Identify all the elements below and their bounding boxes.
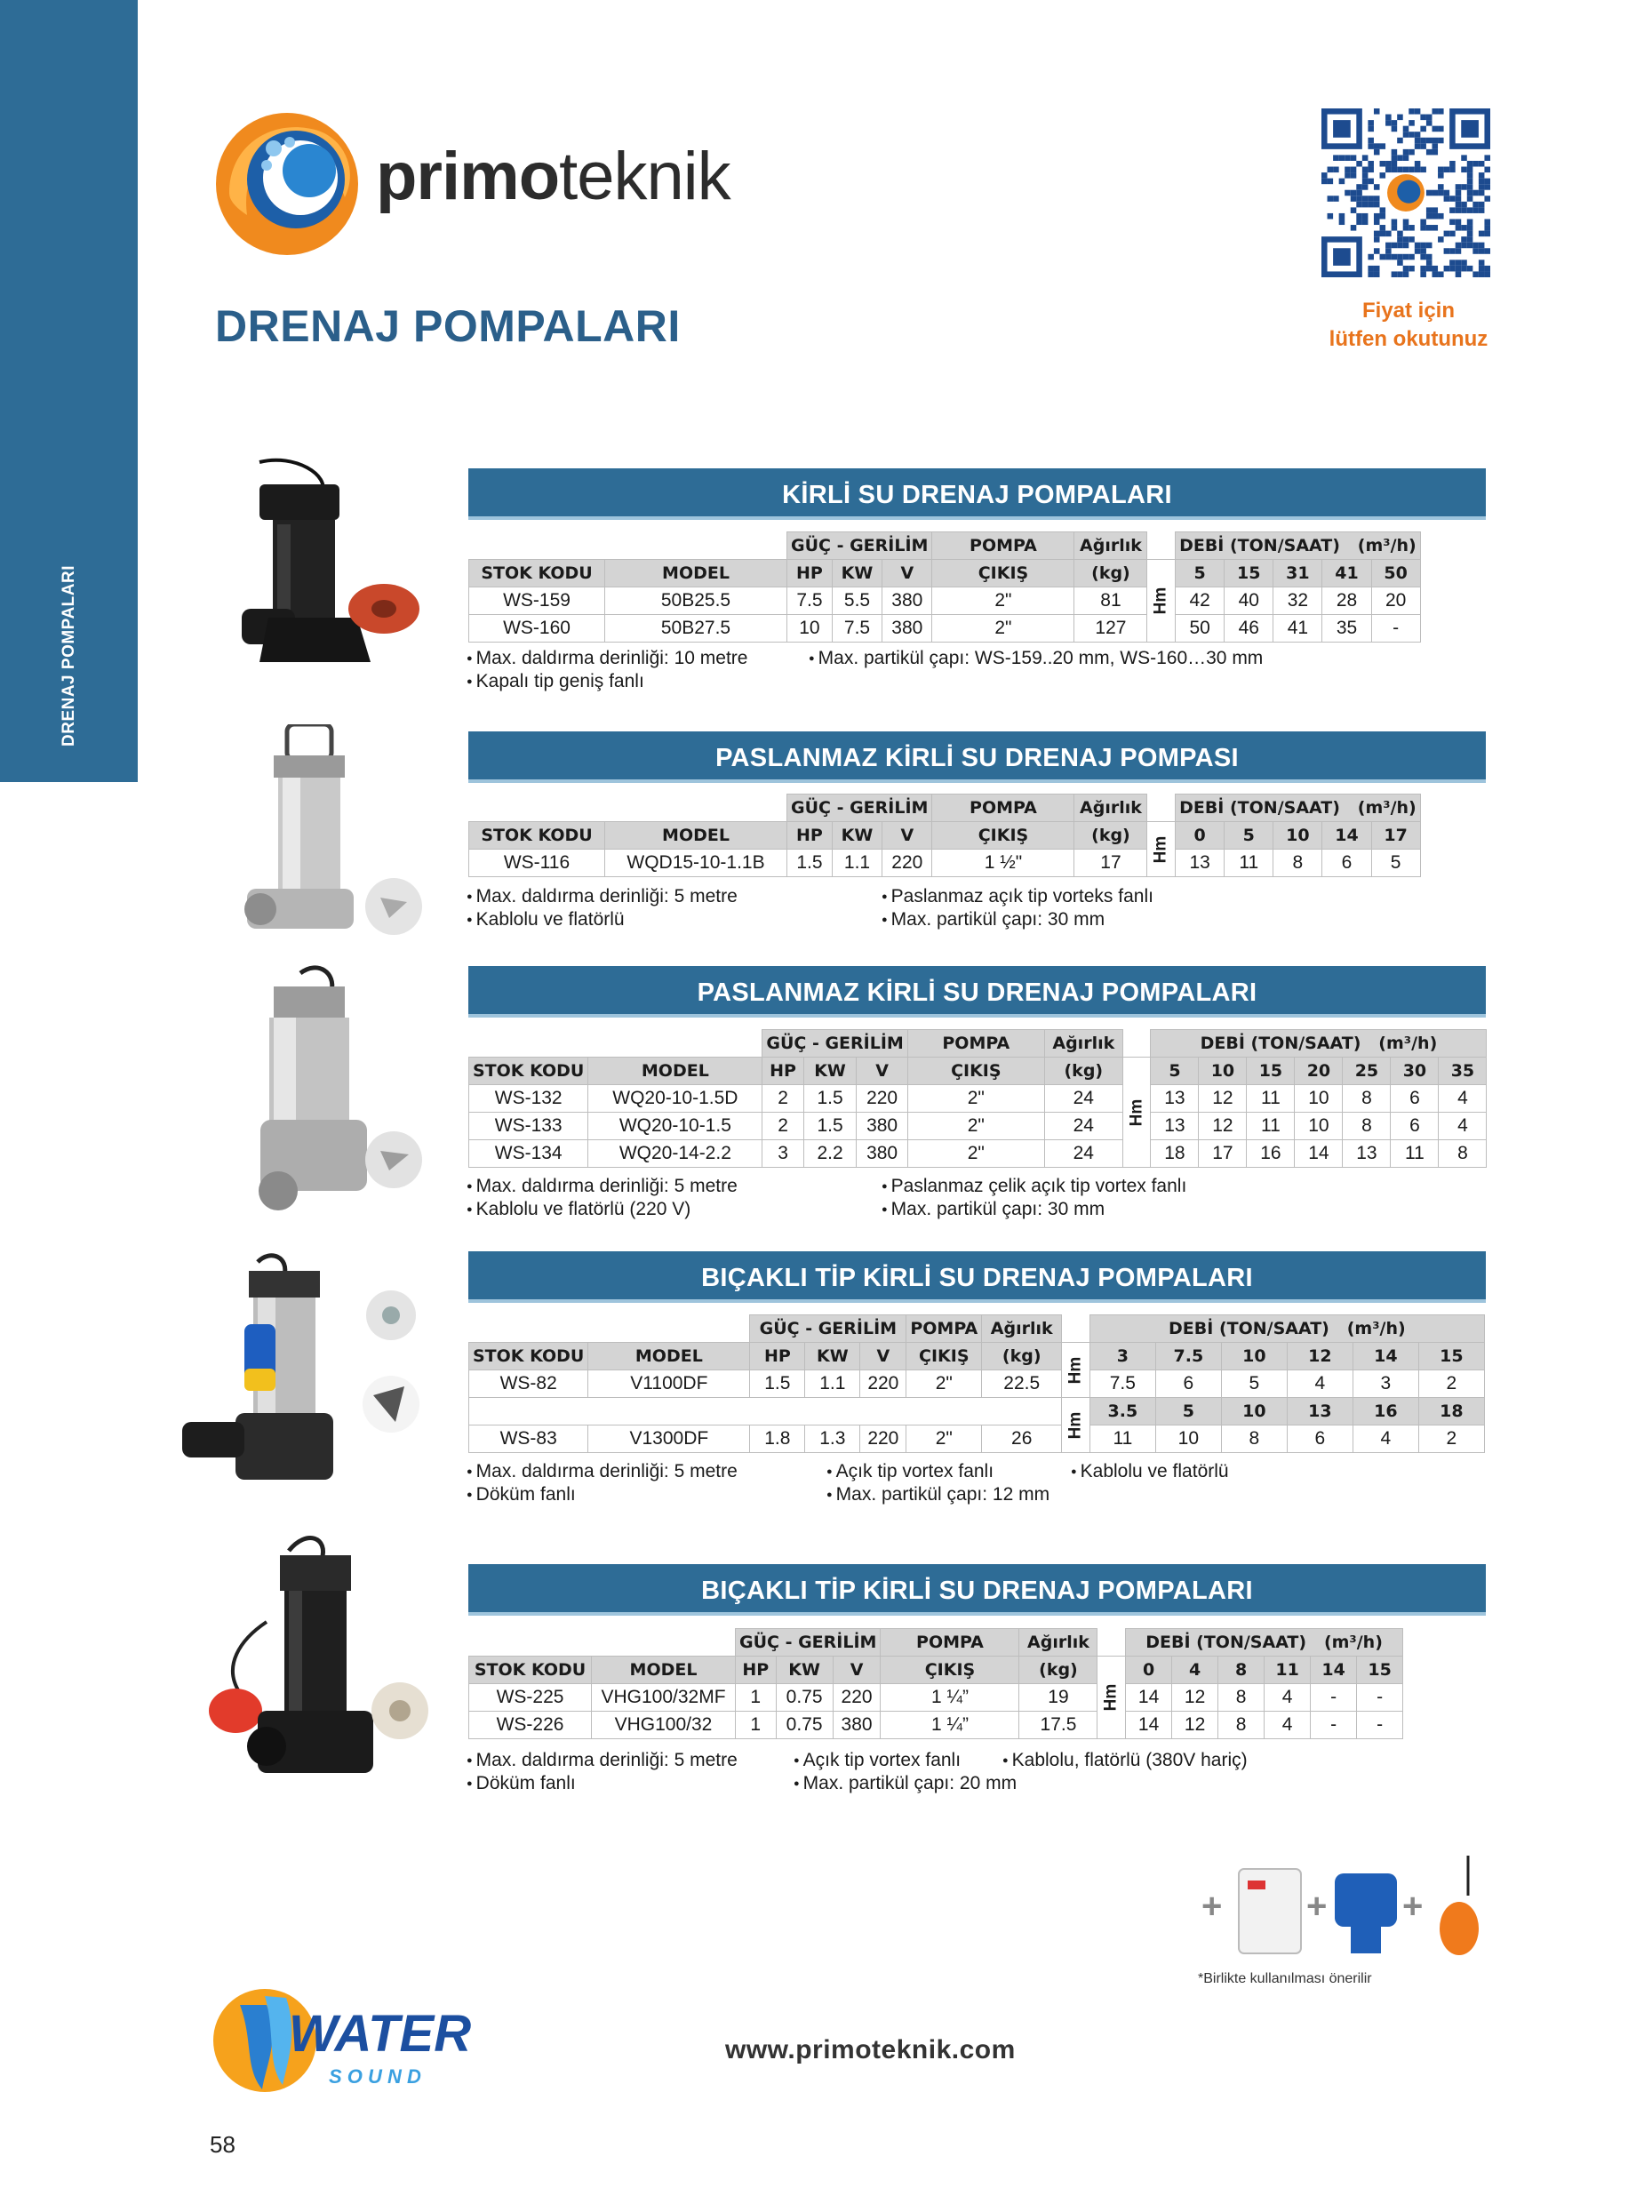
watersound-logo [213,1978,489,2103]
notes-right: ● Kablolu, flatörlü (380V hariç) [1002,1749,1248,1772]
pump-ws116-image [238,724,434,951]
sidebar-label: DRENAJ POMPALARI [60,565,78,747]
notes-right: ● Max. partikül çapı: WS-159..20 mm, WS-160…30 mm [809,647,1263,670]
spec-table: GÜÇ - GERİLİM POMPA Ağırlık DEBİ (TON/SAAT) (m³/h) STOK KODU MODEL HP KW V ÇIKIŞ (kg) Hm 0 5 10 14 17 WS-116 WQD15-10-1.1B 1.5 1.1 220 1 ½" 17 13 11 8 6 5 [468,794,1421,877]
hm-label: Hm [1062,1398,1090,1453]
pump-ws82-image [173,1253,440,1493]
primoteknik-logo-icon [211,108,363,260]
section-title: PASLANMAZ KİRLİ SU DRENAJ POMPASI [468,731,1486,783]
table-row: WS-82 V1100DF 1.5 1.1 220 2" 22.5 7.5 6 5 4 3 2 [469,1370,1485,1398]
spec-table: GÜÇ - GERİLİM POMPA Ağırlık DEBİ (TON/SAAT) (m³/h) STOK KODU MODEL HP KW V ÇIKIŞ (kg) Hm 5 10 15 20 25 30 35 WS-132 WQ20-10-1.5D 2 1.5 220 2" 24 13 12 11 10 8 6 4 WS-133 WQ20-10-1.5 2 1.5 380 2" 24 13 12 11 10 8 6 4 WS-134 WQ20-14-2.2 3 2.2 380 2" 24 18 17 16 14 13 11 8 [468,1029,1487,1168]
hm-label: Hm [1062,1343,1090,1398]
table-row: WS-116 WQD15-10-1.1B 1.5 1.1 220 1 ½" 17 13 11 8 6 5 [469,850,1421,877]
page-number: 58 [210,2131,235,2158]
notes-right: ● Paslanmaz çelik açık tip vortex fanlı ● Max. partikül çapı: 30 mm [882,1175,1186,1221]
table-row: WS-225 VHG100/32MF 1 0.75 220 1 ¼” 19 14 12 8 4 - - [469,1684,1403,1712]
hm-label: Hm [1147,822,1176,877]
pump-ws225-image [204,1533,444,1791]
spec-table: GÜÇ - GERİLİM POMPA Ağırlık DEBİ (TON/SAAT) (m³/h) STOK KODU MODEL HP KW V ÇIKIŞ (kg) Hm 3 7.5 10 12 14 15 WS-82 V1100DF 1.5 1.1 220 2" 22.5 7.5 6 5 4 3 2 Hm 3.5 5 10 13 16 18 WS-83 V1300DF 1.8 1.3 220 2" 26 11 10 8 6 4 2 [468,1314,1485,1453]
accessories-note: *Birlikte kullanılması önerilir [1198,1971,1372,1986]
notes-left: ● Max. daldırma derinliği: 5 metre ● Kablolu ve flatörlü [467,885,738,931]
table-row: WS-159 50B25.5 7.5 5.5 380 2" 81 42 40 32 28 20 [469,587,1421,615]
primoteknik-logo [211,108,762,260]
pump-ws159-image [224,458,428,680]
qr-code-icon[interactable] [1321,108,1490,277]
watersound-sub: S O U N D [329,2065,421,2088]
notes-left: ● Max. daldırma derinliği: 5 metre ● Döküm fanlı [467,1460,738,1506]
table-row: WS-83 V1300DF 1.8 1.3 220 2" 26 11 10 8 6 4 2 [469,1425,1485,1453]
hm-label: Hm [1097,1657,1126,1739]
section-title: KİRLİ SU DRENAJ POMPALARI [468,468,1486,520]
pump-ws132-image [238,964,434,1213]
hm-label: Hm [1147,560,1176,643]
notes-mid: ● Açık tip vortex fanlı ● Max. partikül çapı: 20 mm [794,1749,1017,1795]
section-title: PASLANMAZ KİRLİ SU DRENAJ POMPALARI [468,966,1486,1018]
notes-right: ● Paslanmaz açık tip vorteks fanlı ● Max. partikül çapı: 30 mm [882,885,1153,931]
section-title: BIÇAKLI TİP KİRLİ SU DRENAJ POMPALARI [468,1251,1486,1303]
page-title: DRENAJ POMPALARI [215,301,681,351]
notes-left: ● Max. daldırma derinliği: 5 metre ● Döküm fanlı [467,1749,738,1795]
svg-text:+: + [1402,1887,1424,1926]
qr-caption: Fiyat için lütfen okutunuz [1329,299,1488,351]
notes-right: ● Kablolu ve flatörlü [1071,1460,1229,1483]
table-row: WS-226 VHG100/32 1 0.75 380 1 ¼” 17.5 14 12 8 4 - - [469,1712,1403,1739]
table-row: WS-160 50B27.5 10 7.5 380 2" 127 50 46 41 35 - [469,615,1421,643]
svg-text:+: + [1201,1887,1223,1926]
table-row: WS-134 WQ20-14-2.2 3 2.2 380 2" 24 18 17 16 14 13 11 8 [469,1140,1487,1168]
accessories-image [1201,1856,1495,1962]
notes-left: ● Max. daldırma derinliği: 10 metre ● Kapalı tip geniş fanlı [467,647,747,693]
spec-table: GÜÇ - GERİLİM POMPA Ağırlık DEBİ (TON/SAAT) (m³/h) STOK KODU MODEL HP KW V ÇIKIŞ (kg) Hm 5 15 31 41 50 WS-159 50B25.5 7.5 5.5 380 2" 81 42 40 32 28 20 WS-160 50B27.5 10 7.5 380 2" 127 50 46 41 35 - [468,531,1421,643]
website-link[interactable]: www.primoteknik.com [725,2035,1016,2064]
section-title: BIÇAKLI TİP KİRLİ SU DRENAJ POMPALARI [468,1564,1486,1616]
watersound-word: WATER [289,2005,472,2063]
brand-name: primoteknik [376,139,730,214]
notes-mid: ● Açık tip vortex fanlı ● Max. partikül çapı: 12 mm [826,1460,1049,1506]
hm-label: Hm [1122,1058,1151,1168]
notes-left: ● Max. daldırma derinliği: 5 metre ● Kablolu ve flatörlü (220 V) [467,1175,738,1221]
svg-text:+: + [1306,1887,1328,1926]
spec-table: GÜÇ - GERİLİM POMPA Ağırlık DEBİ (TON/SAAT) (m³/h) STOK KODU MODEL HP KW V ÇIKIŞ (kg) Hm 0 4 8 11 14 15 WS-225 VHG100/32MF 1 0.75 220 1 ¼” 19 14 12 8 4 - - WS-226 VHG100/32 1 0.75 380 1 ¼” 17.5 14 12 8 4 - - [468,1628,1403,1739]
table-row: WS-133 WQ20-10-1.5 2 1.5 380 2" 24 13 12 11 10 8 6 4 [469,1113,1487,1140]
table-row: WS-132 WQ20-10-1.5D 2 1.5 220 2" 24 13 12 11 10 8 6 4 [469,1085,1487,1113]
